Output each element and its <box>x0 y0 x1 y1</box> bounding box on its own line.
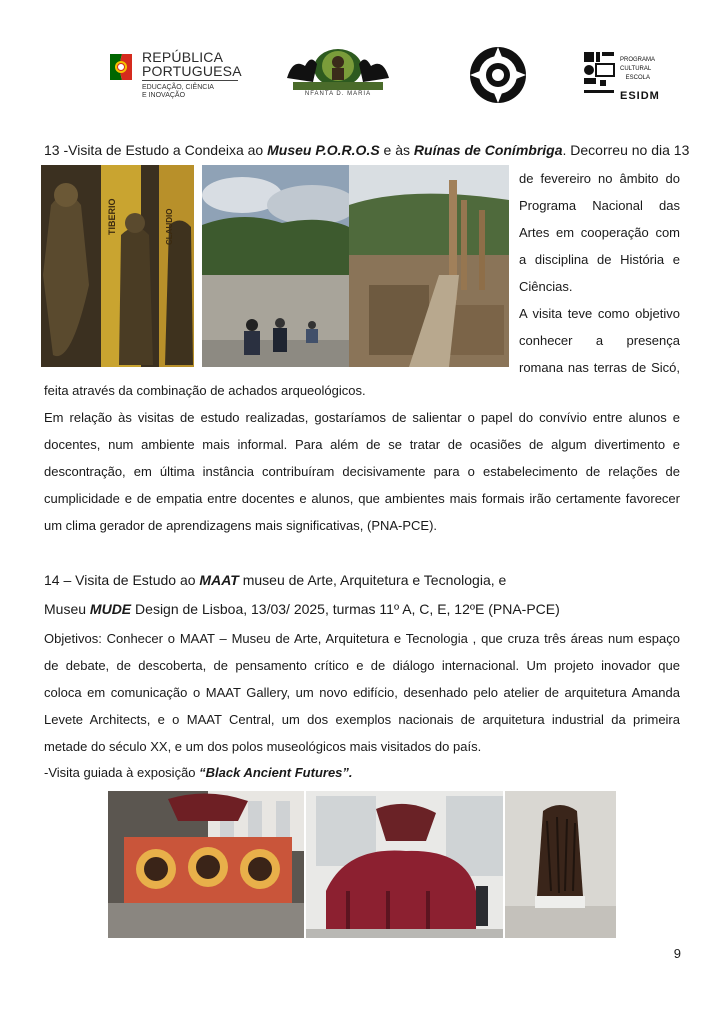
republica-portuguesa-logo <box>108 48 242 104</box>
side-line: romana nas terras de Sicó, <box>519 360 680 375</box>
paragraph-line: cumplicidade e de empatia entre docentes e alunos, que ambientes mais formais irão certamente favorecer <box>44 491 680 506</box>
gov-ministry-line1: EDUCAÇÃO, CIÊNCIA <box>142 84 214 91</box>
section14-title1-suffix: museu de Arte, Arquitetura e Tecnologia, e <box>238 572 507 588</box>
section13-line-after: feita através da combinação de achados arqueológicos. <box>44 383 366 398</box>
logo-divider <box>142 80 238 81</box>
exhibition-mural-photo <box>108 791 304 938</box>
section13-title-prefix: 13 -Visita de Estudo a Condeixa ao <box>44 142 268 158</box>
objective-line: Objetivos: Conhecer o MAAT – Museu de Arte, Arquitetura e Tecnologia , que cruza três áreas num espaço <box>44 631 680 646</box>
school-caption: NFANTA D. MARIA <box>304 91 372 97</box>
students-outdoor-photo <box>202 165 349 367</box>
paragraph-line: Em relação às visitas de estudo realizadas, gostaríamos de salientar o papel do convívio entre alunos e <box>44 410 680 425</box>
side-line: conhecer a presença <box>519 333 680 348</box>
section14-title1-prefix: 14 – Visita de Estudo ao <box>44 572 200 588</box>
mural-image <box>108 791 304 938</box>
statues-image <box>41 165 194 367</box>
section13-museum: Museu P.O.R.O.S <box>267 142 380 158</box>
section14-title2-suffix: Design de Lisboa, 13/03/ 2025, turmas 11º A, C, E, 12ºE (PNA-PCE) <box>131 601 560 617</box>
gov-name-line1: REPÚBLICA <box>142 49 224 65</box>
poros-museum-photo <box>41 165 194 367</box>
school-crest-icon <box>283 48 393 92</box>
objective-line: Levete Architects, e o MAAT Central, um dos exemplos nacionais de arquitetura industrial da primeira <box>44 712 680 727</box>
portugal-emblem-icon <box>108 52 134 82</box>
side-line: A visita teve como objetivo <box>519 306 680 321</box>
school-logo <box>283 48 393 100</box>
section14-objectives <box>44 625 680 760</box>
installation-image <box>306 791 503 938</box>
statue-label-claudio: CLAUDIO <box>165 208 174 245</box>
gov-name-line2: PORTUGUESA <box>142 63 242 79</box>
paragraph-line: docentes, num ambiente mais informal. Para além de se tratar de ocasiões de algum divertimento e <box>44 437 680 452</box>
section13-title-suffix: . Decorreu no dia 13 <box>562 142 690 158</box>
exhibition-title: “Black Ancient Futures”. <box>199 765 353 780</box>
section13-paragraph <box>44 404 680 539</box>
side-line: Programa Nacional das <box>519 198 680 213</box>
paragraph-line: descontração, em última instância contribuíram decisivamente para o estabelecimento de relações de <box>44 464 680 479</box>
sculpture-image <box>505 791 616 938</box>
page-number: 9 <box>673 946 681 961</box>
section13-title <box>44 141 689 159</box>
side-line: Artes em cooperação com <box>519 225 680 240</box>
ruins-image <box>349 165 509 367</box>
objective-line: metade do século XX, e um dos polos museológicos mais visitados do país. <box>44 739 482 754</box>
statue-label-tiberio: TIBERIO <box>107 198 117 235</box>
ppce-grid-icon <box>582 50 618 100</box>
section14-title-line1 <box>44 571 506 589</box>
objective-line: de debate, de descoberta, de pensamento crítico e de diálogo internacional. Um projeto inovador que <box>44 658 680 673</box>
programa-cultural-escola-logo <box>582 50 677 102</box>
ppce-line3: ESCOLA <box>625 75 650 81</box>
section14-maat: MAAT <box>199 572 239 588</box>
paragraph-line: um clima gerador de aprendizagens mais significativas, (PNA-PCE). <box>44 518 438 533</box>
ppce-line2: CULTURAL <box>620 66 652 72</box>
plano-nacional-artes-logo <box>468 45 528 105</box>
gov-ministry-line2: E INOVAÇÃO <box>142 92 186 99</box>
side-line: a disciplina de História e <box>519 252 680 267</box>
ppce-brand: ESIDM <box>620 90 660 102</box>
circle-emblem-icon <box>468 45 528 105</box>
side-line: Ciências. <box>519 279 573 294</box>
section13-ruins: Ruínas de Conímbriga <box>413 142 563 158</box>
section14-title2-prefix: Museu <box>44 601 90 617</box>
objective-line: coloca em comunicação o MAAT Gallery, um novo edifício, desenhado pelo atelier de arquitetura Amanda <box>44 685 680 700</box>
conimbriga-ruins-photo <box>349 165 509 367</box>
guided-visit-line <box>44 765 353 781</box>
ppce-line1: PROGRAMA <box>620 57 656 63</box>
side-line: de fevereiro no âmbito do <box>519 171 680 186</box>
red-installation-photo <box>306 791 503 938</box>
section13-side-text <box>519 165 680 381</box>
hair-sculpture-photo <box>505 791 616 938</box>
guided-visit-prefix: -Visita guiada à exposição <box>44 765 200 780</box>
section14-mude: MUDE <box>89 601 132 617</box>
section13-title-mid: e às <box>379 142 414 158</box>
section14-title-line2 <box>44 600 560 618</box>
students-landscape-image <box>202 165 349 367</box>
